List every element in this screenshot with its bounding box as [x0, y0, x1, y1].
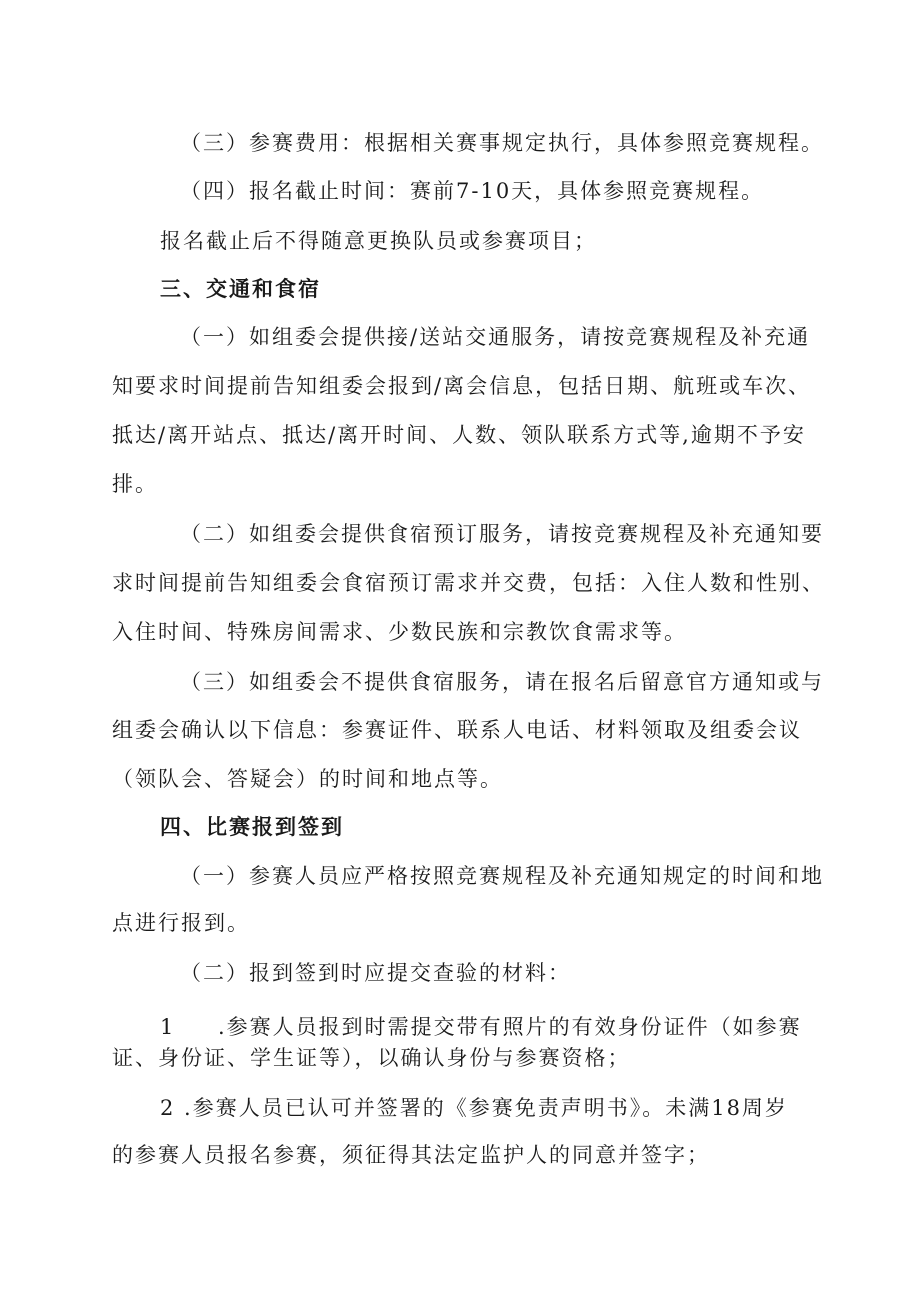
- section-heading-transport: 三、交通和食宿: [160, 276, 321, 301]
- no-lodging-paragraph-line: （领队会、答疑会）的时间和地点等。: [112, 767, 503, 791]
- waiver-line: 的参赛人员报名参赛，须征得其法定监护人的同意并签字；: [112, 1143, 710, 1167]
- waiver-line: 2 .参赛人员已认可并签署的《参赛免责声明书》。未满18周岁: [160, 1096, 788, 1120]
- checkin-paragraph-line: 点进行报到。: [112, 911, 250, 935]
- transport-paragraph-line: （一）如组委会提供接/送站交通服务，请按竞赛规程及补充通: [180, 325, 811, 349]
- id-document-line: .参赛人员报到时需提交带有照片的有效身份证件（如参赛: [218, 1015, 802, 1039]
- lodging-paragraph-line: （二）如组委会提供食宿预订服务，请按竞赛规程及补充通知要: [180, 522, 824, 546]
- transport-paragraph-line: 知要求时间提前告知组委会报到/离会信息，包括日期、航班或车次、: [112, 374, 812, 398]
- list-number: 1: [160, 1015, 176, 1039]
- no-lodging-paragraph-line: 组委会确认以下信息：参赛证件、联系人电话、材料领取及组委会议: [112, 718, 802, 742]
- transport-paragraph-line: 排。: [112, 472, 158, 496]
- no-lodging-paragraph-line: （三）如组委会不提供食宿服务，请在报名后留意官方通知或与: [180, 670, 824, 694]
- substitution-note: 报名截止后不得随意更换队员或参赛项目；: [160, 229, 597, 253]
- checkin-paragraph-line: （一）参赛人员应严格按照竞赛规程及补充通知规定的时间和地: [180, 864, 824, 888]
- lodging-paragraph-line: 求时间提前告知组委会食宿预订需求并交费，包括：入住人数和性别、: [112, 571, 825, 595]
- fee-paragraph: （三）参赛费用：根据相关赛事规定执行，具体参照竞赛规程。: [180, 131, 824, 155]
- deadline-paragraph: （四）报名截止时间：赛前7-10天，具体参照竞赛规程。: [180, 179, 765, 203]
- id-document-line: 证、身份证、学生证等），以确认身份与参赛资格；: [112, 1046, 631, 1070]
- section-heading-checkin: 四、比赛报到签到: [160, 814, 344, 839]
- lodging-paragraph-line: 入住时间、特殊房间需求、少数民族和宗教饮食需求等。: [112, 620, 687, 644]
- transport-paragraph-line: 抵达/离开站点、抵达/离开时间、人数、领队联系方式等,逾期不予安: [112, 423, 806, 447]
- materials-paragraph: （二）报到签到时应提交查验的材料：: [180, 961, 571, 985]
